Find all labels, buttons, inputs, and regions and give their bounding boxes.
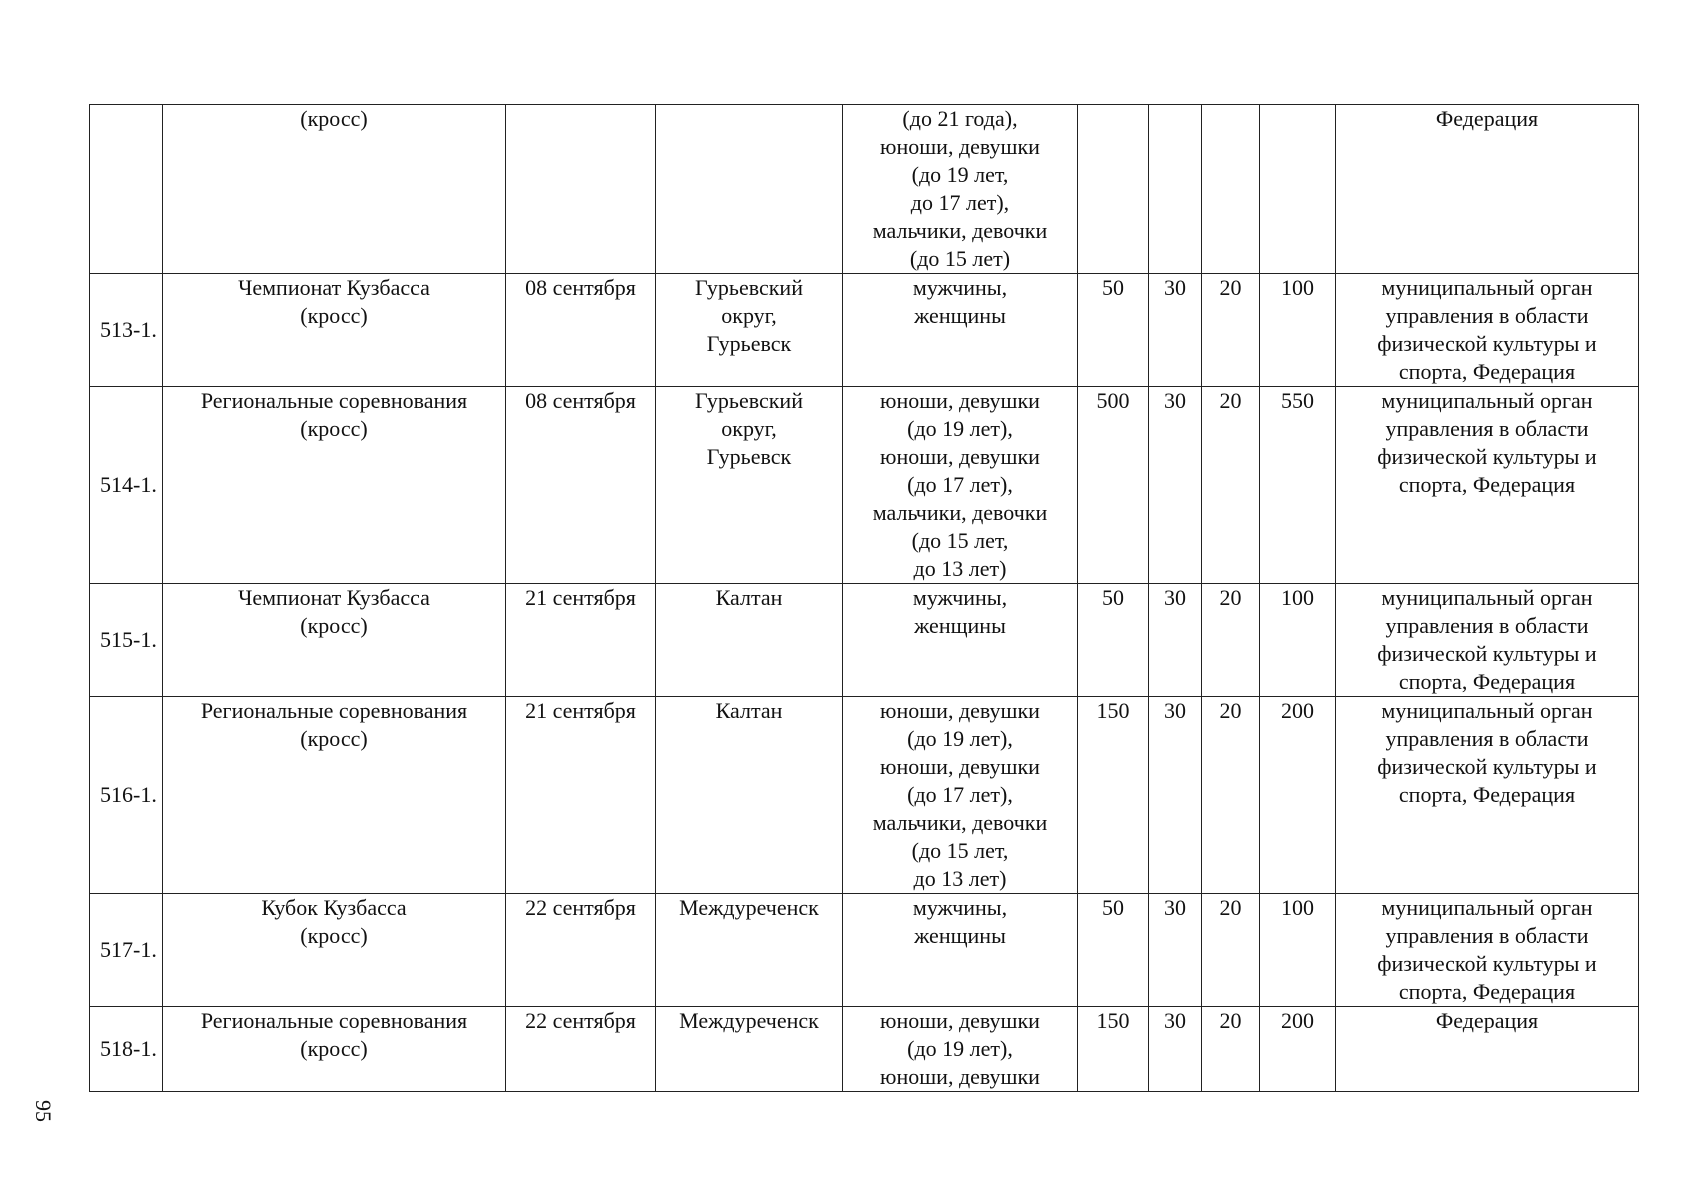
table-row — [90, 274, 1639, 387]
organizer-cell: муниципальный орган управления в области физической культуры и спорта, Федерация — [1336, 274, 1639, 387]
place-cell: Гурьевский округ, Гурьевск — [656, 387, 843, 584]
count-total-cell: 100 — [1260, 584, 1336, 697]
row-number-cell: 513-1. — [90, 274, 163, 387]
count-col-3-cell: 20 — [1202, 697, 1260, 894]
participants-cell: мужчины, женщины — [843, 274, 1078, 387]
table-body — [90, 105, 1639, 1092]
count-col-2-cell: 30 — [1149, 697, 1202, 894]
events-table — [89, 104, 1639, 1092]
count-total-cell: 100 — [1260, 894, 1336, 1007]
place-cell: Гурьевский округ, Гурьевск — [656, 274, 843, 387]
organizer-cell: муниципальный орган управления в области физической культуры и спорта, Федерация — [1336, 584, 1639, 697]
count-col-3-cell: 20 — [1202, 387, 1260, 584]
count-col-2-cell: 30 — [1149, 894, 1202, 1007]
event-name-cell: Региональные соревнования (кросс) — [163, 697, 506, 894]
row-number-cell: 515-1. — [90, 584, 163, 697]
date-cell — [506, 105, 656, 274]
count-col-3-cell: 20 — [1202, 274, 1260, 387]
count-col-2-cell — [1149, 105, 1202, 274]
place-cell — [656, 105, 843, 274]
date-cell: 21 сентября — [506, 584, 656, 697]
organizer-cell: муниципальный орган управления в области физической культуры и спорта, Федерация — [1336, 697, 1639, 894]
count-col-2-cell: 30 — [1149, 387, 1202, 584]
table-row — [90, 387, 1639, 584]
count-col-3-cell — [1202, 105, 1260, 274]
place-cell: Междуреченск — [656, 1007, 843, 1092]
count-col-3-cell: 20 — [1202, 1007, 1260, 1092]
page-number: 95 — [31, 1100, 56, 1122]
row-number-cell: 517-1. — [90, 894, 163, 1007]
table-row — [90, 894, 1639, 1007]
organizer-cell: муниципальный орган управления в области физической культуры и спорта, Федерация — [1336, 387, 1639, 584]
place-cell: Калтан — [656, 584, 843, 697]
place-cell: Междуреченск — [656, 894, 843, 1007]
event-name-cell: Чемпионат Кузбасса (кросс) — [163, 584, 506, 697]
participants-cell: (до 21 года), юноши, девушки (до 19 лет, до 17 лет), мальчики, девочки (до 15 лет) — [843, 105, 1078, 274]
table-row — [90, 1007, 1639, 1092]
count-col-1-cell: 50 — [1078, 274, 1149, 387]
count-col-1-cell: 50 — [1078, 584, 1149, 697]
event-name-cell: Региональные соревнования (кросс) — [163, 387, 506, 584]
row-number-cell: 514-1. — [90, 387, 163, 584]
count-col-1-cell: 150 — [1078, 1007, 1149, 1092]
count-col-1-cell: 150 — [1078, 697, 1149, 894]
count-col-3-cell: 20 — [1202, 584, 1260, 697]
organizer-cell: муниципальный орган управления в области физической культуры и спорта, Федерация — [1336, 894, 1639, 1007]
table-row — [90, 697, 1639, 894]
date-cell: 08 сентября — [506, 387, 656, 584]
date-cell: 22 сентября — [506, 1007, 656, 1092]
row-number-cell — [90, 105, 163, 274]
participants-cell: юноши, девушки (до 19 лет), юноши, девушки (до 17 лет), мальчики, девочки (до 15 лет, до 13 лет) — [843, 387, 1078, 584]
event-name-cell: Региональные соревнования (кросс) — [163, 1007, 506, 1092]
count-col-1-cell: 50 — [1078, 894, 1149, 1007]
event-name-cell: Кубок Кузбасса (кросс) — [163, 894, 506, 1007]
table-row — [90, 584, 1639, 697]
row-number-cell: 516-1. — [90, 697, 163, 894]
participants-cell: юноши, девушки (до 19 лет), юноши, девушки — [843, 1007, 1078, 1092]
count-total-cell: 550 — [1260, 387, 1336, 584]
place-cell: Калтан — [656, 697, 843, 894]
row-number-cell: 518-1. — [90, 1007, 163, 1092]
count-col-1-cell: 500 — [1078, 387, 1149, 584]
count-col-2-cell: 30 — [1149, 584, 1202, 697]
date-cell: 21 сентября — [506, 697, 656, 894]
participants-cell: мужчины, женщины — [843, 894, 1078, 1007]
count-total-cell: 200 — [1260, 1007, 1336, 1092]
count-total-cell: 200 — [1260, 697, 1336, 894]
count-total-cell: 100 — [1260, 274, 1336, 387]
count-col-3-cell: 20 — [1202, 894, 1260, 1007]
participants-cell: юноши, девушки (до 19 лет), юноши, девушки (до 17 лет), мальчики, девочки (до 15 лет, до 13 лет) — [843, 697, 1078, 894]
event-name-cell: (кросс) — [163, 105, 506, 274]
organizer-cell: Федерация — [1336, 1007, 1639, 1092]
count-col-2-cell: 30 — [1149, 274, 1202, 387]
participants-cell: мужчины, женщины — [843, 584, 1078, 697]
organizer-cell: Федерация — [1336, 105, 1639, 274]
count-col-1-cell — [1078, 105, 1149, 274]
table-row — [90, 105, 1639, 274]
date-cell: 22 сентября — [506, 894, 656, 1007]
date-cell: 08 сентября — [506, 274, 656, 387]
count-col-2-cell: 30 — [1149, 1007, 1202, 1092]
count-total-cell — [1260, 105, 1336, 274]
event-name-cell: Чемпионат Кузбасса (кросс) — [163, 274, 506, 387]
